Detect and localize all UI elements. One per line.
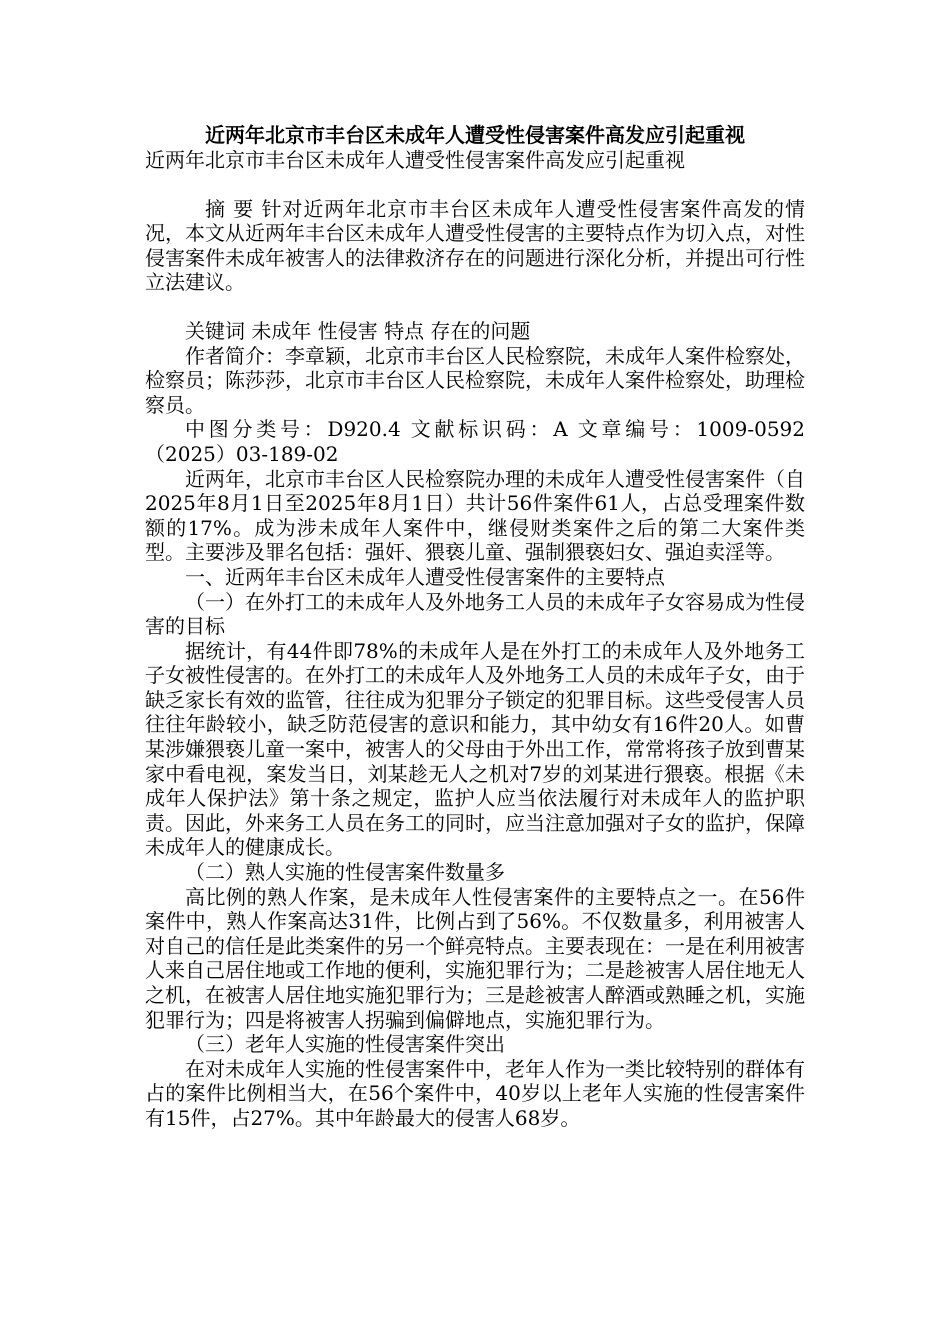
subsection-heading-2: （二）熟人实施的性侵害案件数量多 <box>185 860 505 885</box>
section-heading-1: 一、近两年丰台区未成年人遭受性侵害案件的主要特点 <box>185 564 665 589</box>
body-paragraph-4: 在对未成年人实施的性侵害案件中，老年人作为一类比较特别的群体有占的案件比例相当大，在56个案件中，40岁以上老年人实施的性侵害案件有15件，占27%。其中年龄最大的侵害人68岁。 <box>145 1056 805 1130</box>
document-page <box>145 122 805 1131</box>
document-title: 近两年北京市丰台区未成年人遭受性侵害案件高发应引起重视 <box>205 123 745 147</box>
body-paragraph-3: 高比例的熟人作案，是未成年人性侵害案件的主要特点之一。在56件案件中，熟人作案高达31件，比例占到了56%。不仅数量多，利用被害人对自己的信任是此类案件的另一个鲜亮特点。主要表现在：一是在利用被害人来自己居住地或工作地的便利，实施犯罪行为；二是趁被害人居住地无人之机，在被害人居住地实施犯罪行为；三是趁被害人醉酒或熟睡之机，实施犯罪行为；四是将被害人拐骗到偏僻地点，实施犯罪行为。 <box>145 884 805 1032</box>
classification-line: 中图分类号：D920.4 文献标识码：A 文章编号：1009-0592（2025）03-189-02 <box>145 417 805 466</box>
subsection-heading-3: （三）老年人实施的性侵害案件突出 <box>185 1032 505 1057</box>
author-info: 作者简介：李章颖，北京市丰台区人民检察院，未成年人案件检察处，检察员；陈莎莎，北京市丰台区人民检察院，未成年人案件检察处，助理检察员。 <box>145 343 805 417</box>
keywords-line: 关键词 未成年 性侵害 特点 存在的问题 <box>185 318 531 343</box>
document-subtitle: 近两年北京市丰台区未成年人遭受性侵害案件高发应引起重视 <box>145 148 685 172</box>
body-paragraph-1: 近两年，北京市丰台区人民检察院办理的未成年人遭受性侵害案件（自2025年8月1日至2025年8月1日）共计56件案件61人，占总受理案件数额的17%。成为涉未成年人案件中，继侵财类案件之后的第二大案件类型。主要涉及罪名包括：强奸、猥亵儿童、强制猥亵妇女、强迫卖淫等。 <box>145 466 805 565</box>
abstract-paragraph: 摘 要 针对近两年北京市丰台区未成年人遭受性侵害案件高发的情况，本文从近两年丰台区未成年人遭受性侵害的主要特点作为切入点，对性侵害案件未成年被害人的法律救济存在的问题进行深化分析，并提出可行性立法建议。 <box>145 196 805 295</box>
subsection-heading-1: （一）在外打工的未成年人及外地务工人员的未成年子女容易成为性侵害的目标 <box>145 589 805 639</box>
body-paragraph-2: 据统计，有44件即78%的未成年人是在外打工的未成年人及外地务工子女被性侵害的。在外打工的未成年人及外地务工人员的未成年子女，由于缺乏家长有效的监管，往往成为犯罪分子锁定的犯罪目标。这些受侵害人员往往年龄较小，缺乏防范侵害的意识和能力，其中幼女有16件20人。如曹某涉嫌猥亵儿童一案中，被害人的父母由于外出工作，常常将孩子放到曹某家中看电视，案发当日，刘某趁无人之机对7岁的刘某进行猥亵。根据《未成年人保护法》第十条之规定，监护人应当依法履行对未成年人的监护职责。因此，外来务工人员在务工的同时，应当注意加强对子女的监护，保障未成年人的健康成长。 <box>145 638 805 860</box>
